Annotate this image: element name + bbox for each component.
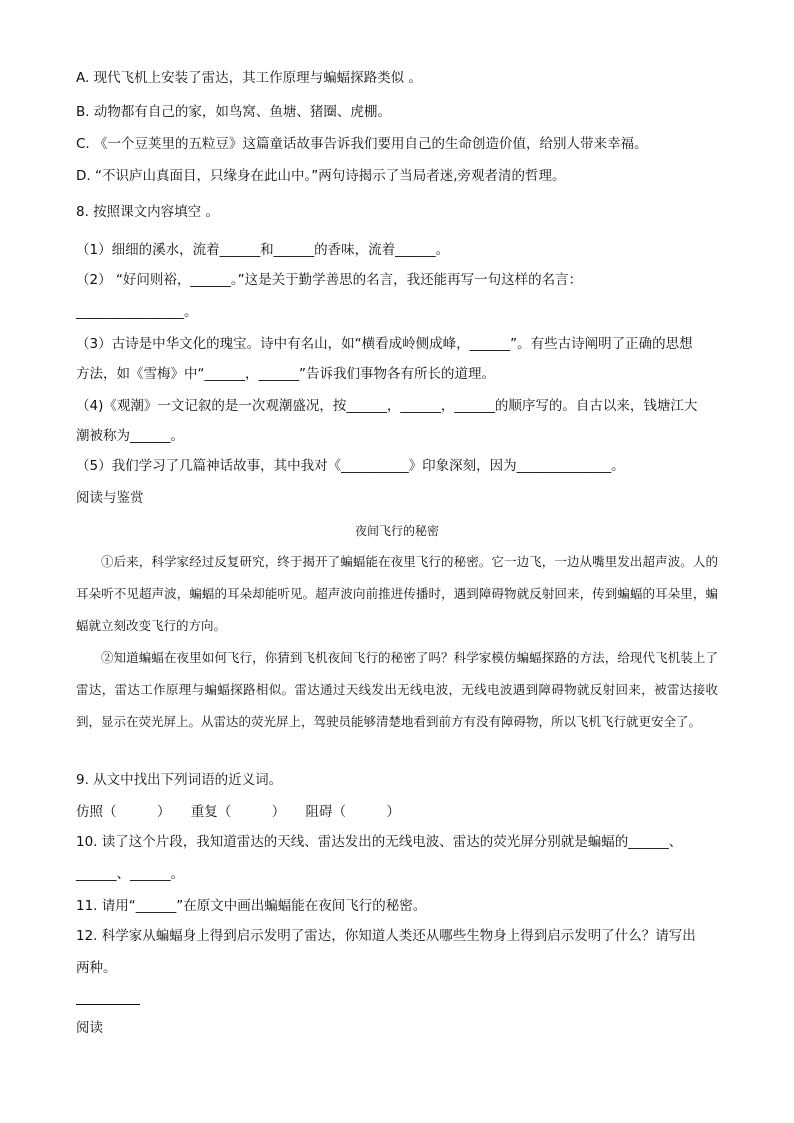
q8-item-2a: （2） “好问则裕，______。”这是关于勤学善思的名言，我还能再写一句这样的名言： [76, 272, 583, 288]
q9-blanks: 仿照（ ） 重复（ ） 阻碍（ ） [76, 804, 400, 820]
q9: 9. 从文中找出下列词语的近义词。 [76, 772, 283, 788]
q8-item-4b: 潮被称为______。 [76, 428, 184, 444]
q10-line-2: ______、______。 [76, 866, 184, 882]
q8-item-4a: （4)《观潮》一文记叙的是一次观潮盛况，按______，______，______的顺序写的。自古以来，钱塘江大 [76, 398, 698, 414]
q8-item-3b: 方法，如《雪梅》中“______，______”告诉我们事物各有所长的道理。 [76, 366, 495, 382]
q8-item-5: （5）我们学习了几篇神话故事，其中我对《__________》印象深刻，因为______________。 [76, 458, 625, 474]
option-a: A. 现代飞机上安装了雷达，其工作原理与蝙蝠探路类似 。 [76, 70, 422, 86]
section-heading-reading: 阅读与鉴赏 [76, 490, 144, 506]
passage-paragraph-1: ①后来，科学家经过反复研究，终于揭开了蝙蝠能在夜里飞行的秘密。它一边飞，一边从嘴里发出超声波。人的耳朵听不见超声波，蝙蝠的耳朵却能听见。超声波向前推进传播时，遇到障碍物就反射回来，传到蝙蝠的耳朵里，蝙蝠就立刻改变飞行的方向。 [76, 554, 718, 633]
q8-item-2b: ________________。 [76, 304, 198, 320]
passage-title: 夜间飞行的秘密 [354, 524, 439, 538]
q11: 11. 请用“______”在原文中画出蝙蝠能在夜间飞行的秘密。 [76, 898, 427, 914]
q8-item-3a: （3）古诗是中华文化的瑰宝。诗中有名山，如“横看成岭侧成峰，______”。有些古诗阐明了正确的思想 [76, 336, 693, 352]
option-b: B. 动物都有自己的家，如鸟窝、鱼塘、猪圈、虎棚。 [76, 104, 391, 120]
q8-heading: 8. 按照课文内容填空 。 [76, 204, 219, 220]
q10-line-1: 10. 读了这个片段，我知道雷达的天线、雷达发出的无线电波、雷达的荧光屏分别就是蝙蝠的______、 [76, 834, 683, 850]
option-d: D. “不识庐山真面目，只缘身在此山中。”两句诗揭示了当局者迷,旁观者清的哲理。 [76, 168, 566, 184]
q12-line-1: 12. 科学家从蝙蝠身上得到启示发明了雷达，你知道人类还从哪些生物身上得到启示发明了什么？请写出 [76, 928, 696, 944]
answer-line [76, 1004, 140, 1005]
passage-paragraph-2: ②知道蝙蝠在夜里如何飞行，你猜到飞机夜间飞行的秘密了吗？科学家模仿蝙蝠探路的方法，给现代飞机装上了雷达，雷达工作原理与蝙蝠探路相似。雷达通过天线发出无线电波，无线电波遇到障碍物就反射回来，被雷达接收到，显示在荧光屏上。从雷达的荧光屏上，驾驶员能够清楚地看到前方有没有障碍物，所以飞机飞行就更安全了。 [76, 650, 718, 729]
q12-line-2: 两种。 [76, 960, 117, 976]
next-section-heading: 阅读 [76, 1020, 103, 1036]
option-c: C. 《一个豆荚里的五粒豆》这篇童话故事告诉我们要用自己的生命创造价值，给别人带来幸福。 [76, 136, 648, 152]
q8-item-1: （1）细细的溪水，流着______和______的香味，流着______。 [76, 242, 450, 258]
